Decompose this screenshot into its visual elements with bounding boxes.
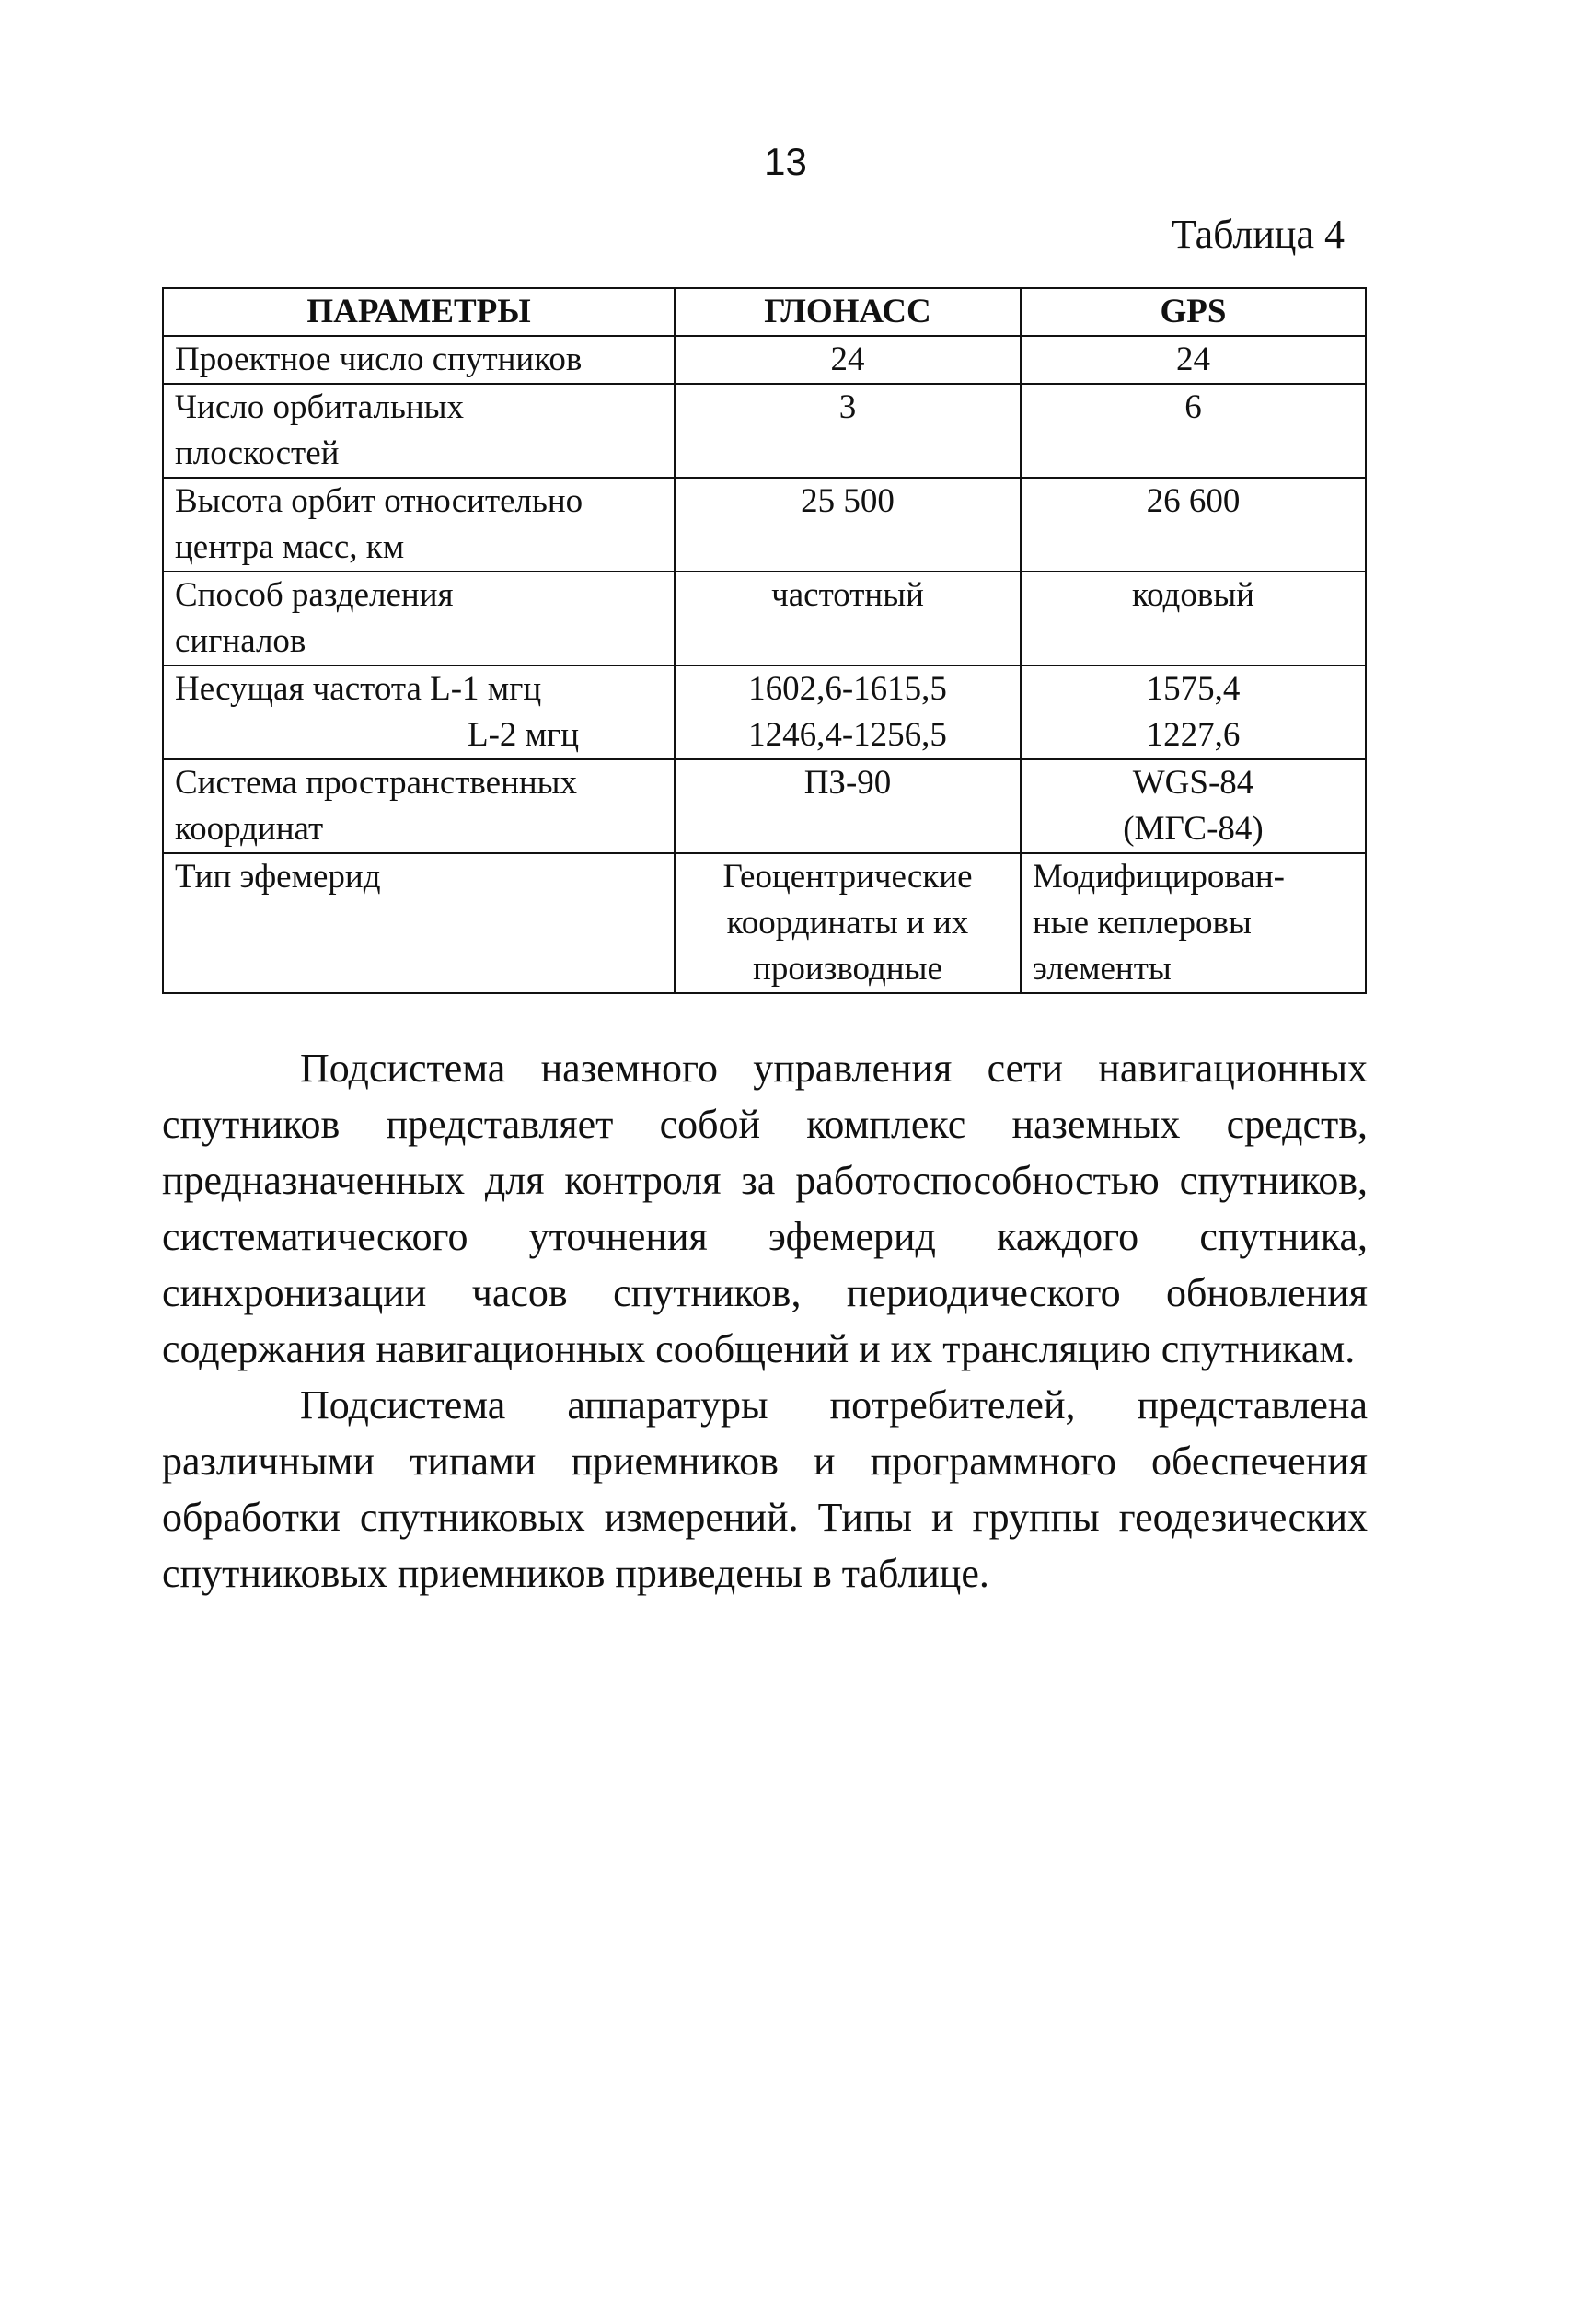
param-text: сигналов [175,622,306,660]
paragraph-ground-control: Подсистема наземного управления сети навигационных спутников представляет собой комплекс наземных средств, предназначенных для контроля за работоспособностью спутников, систематического уточнения эфемерид каждого спутника, синхронизации часов спутников, периодического обновления содержания навигационных сообщений и их трансляцию спутникам. [162,1046,1368,1371]
glonass-cell [675,665,1021,759]
glonass-cell [675,478,1021,572]
gps-cell [1021,478,1366,572]
table-row [163,336,1366,384]
paragraph-user-equipment: Подсистема аппаратуры потребителей, представлена различными типами приемников и программного обеспечения обработки спутниковых измерений. Типы и группы геодезических спутниковых приемников приведены в таблице. [162,1382,1368,1596]
table-header-row [163,288,1366,336]
param-text: центра масс, км [175,528,405,566]
gps-cell [1021,665,1366,759]
gps-cell [1021,384,1366,478]
param-cell [163,759,675,853]
param-cell [163,478,675,572]
gps-value: ные кеплеровы [1033,904,1252,942]
header-glonass: ГЛОНАСС [675,288,1021,336]
glonass-value: ПЗ-90 [803,764,892,802]
gps-cell [1021,572,1366,665]
glonass-cell [675,759,1021,853]
glonass-value: производные [753,950,942,988]
param-text: Высота орбит относительно [175,482,583,520]
glonass-value: 3 [838,388,857,426]
table-caption: Таблица 4 [1171,212,1345,257]
glonass-value: частотный [771,576,924,614]
gps-value: кодовый [1132,576,1254,614]
glonass-value: Геоцентрические [722,858,973,896]
gps-cell [1021,853,1366,993]
glonass-value: 24 [830,341,865,378]
glonass-cell [675,336,1021,384]
param-text: Тип эфемерид [175,858,381,896]
glonass-cell [675,572,1021,665]
table-row [163,384,1366,478]
param-cell [163,384,675,478]
gps-value: 24 [1176,341,1210,378]
param-cell [163,572,675,665]
glonass-value: 25 500 [801,482,895,520]
param-text: Несущая частота L-1 мгц [175,670,542,708]
param-text: плоскостей [175,434,340,472]
body-text [162,1040,1368,1601]
gps-value: (МГС-84) [1123,810,1264,848]
gps-cell [1021,336,1366,384]
param-text: Число орбитальных [175,388,464,426]
gps-value: 26 600 [1146,482,1241,520]
glonass-value: 1246,4-1256,5 [748,716,947,754]
param-text: Способ разделения [175,576,454,614]
table-row [163,478,1366,572]
table-row [163,665,1366,759]
gps-value: Модифицирован- [1033,858,1285,896]
glonass-cell [675,853,1021,993]
page-number: 13 [764,140,807,183]
glonass-cell [675,384,1021,478]
glonass-value: 1602,6-1615,5 [748,670,947,708]
table-row [163,572,1366,665]
gps-value: 1227,6 [1146,716,1241,754]
param-text: Система пространственных [175,764,578,802]
gps-value: 6 [1184,388,1202,426]
param-cell [163,665,675,759]
param-text: координат [175,810,324,848]
parameters-table [162,287,1367,994]
header-parameters: ПАРАМЕТРЫ [163,288,675,336]
param-cell [163,336,675,384]
glonass-value: координаты и их [726,904,969,942]
table-row [163,853,1366,993]
gps-value: 1575,4 [1146,670,1241,708]
gps-value: WGS-84 [1132,764,1254,802]
param-text: Проектное число спутников [175,341,583,378]
param-cell [163,853,675,993]
param-text: L-2 мгц [468,716,580,754]
gps-value: элементы [1033,950,1172,988]
header-gps: GPS [1021,288,1366,336]
gps-cell [1021,759,1366,853]
table-row [163,759,1366,853]
